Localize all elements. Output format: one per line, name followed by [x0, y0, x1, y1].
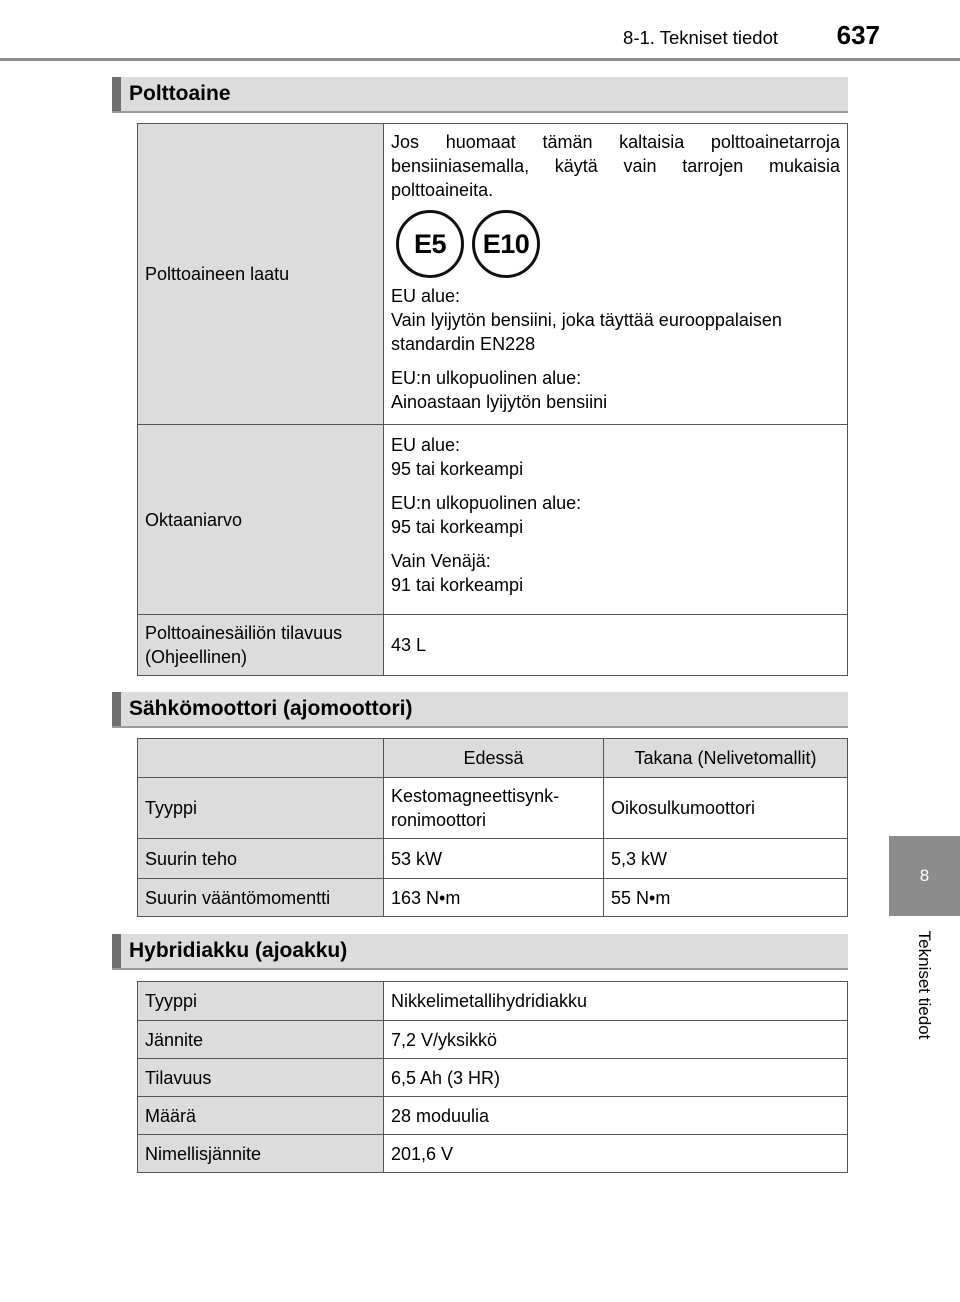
table-row	[138, 778, 848, 839]
cell-rear: 5,3 kW	[604, 839, 848, 879]
table-row	[138, 839, 848, 879]
header-rule	[0, 58, 960, 61]
table-row	[138, 615, 848, 676]
table-row	[138, 982, 848, 1021]
table-row	[138, 1021, 848, 1059]
cell-front	[384, 778, 604, 839]
fuel-quality-label: Polttoaineen laatu	[138, 124, 384, 425]
fuel-quality-cell	[384, 124, 848, 425]
row-label: Tyyppi	[138, 778, 384, 839]
section-heading-text: Sähkömoottori (ajomoottori)	[129, 697, 413, 720]
page-number: 637	[836, 20, 880, 50]
cell-rear: 55 N•m	[604, 879, 848, 917]
row-value: 6,5 Ah (3 HR)	[384, 1059, 848, 1097]
cell-front-line2: ronimoottori	[391, 810, 487, 830]
cell-front: 53 kW	[384, 839, 604, 879]
row-value: 28 moduulia	[384, 1097, 848, 1135]
octane-eu-value: 95 tai korkeampi	[391, 459, 524, 479]
row-label: Määrä	[138, 1097, 384, 1135]
chapter-tab-title: Tekniset tiedot	[915, 930, 934, 1040]
section-title: 8-1. Tekniset tiedot	[623, 27, 778, 48]
table-row	[138, 425, 848, 615]
tank-capacity-label	[138, 615, 384, 676]
cell-front: 163 N•m	[384, 879, 604, 917]
octane-label: Oktaaniarvo	[138, 425, 384, 615]
eu-area-title: EU alue:	[391, 286, 461, 306]
page-header	[0, 0, 960, 64]
e5-fuel-label-icon: E5	[396, 210, 464, 278]
heading-marker	[112, 77, 121, 111]
table-row	[138, 124, 848, 425]
cell-rear: Oikosulkumoottori	[604, 778, 848, 839]
column-header-empty	[138, 739, 384, 778]
row-label: Suurin teho	[138, 839, 384, 879]
section-heading-text: Hybridiakku (ajoakku)	[129, 939, 348, 962]
heading-marker	[112, 934, 121, 968]
e10-fuel-label-icon: E10	[472, 210, 540, 278]
section-heading-motor	[112, 692, 848, 726]
fuel-quality-intro: Jos huomaat tämän kaltaisia polttoainetarroja bensiiniasemalla, käytä vain tarrojen mukaisia polttoaineita.	[391, 132, 840, 200]
table-row	[138, 879, 848, 917]
table-row	[138, 1059, 848, 1097]
table-row	[138, 1097, 848, 1135]
battery-table	[137, 981, 848, 1173]
column-header-rear: Takana (Nelivetomallit)	[604, 739, 848, 778]
octane-non-eu-title: EU:n ulkopuolinen alue:	[391, 493, 582, 513]
row-label: Nimellisjännite	[138, 1135, 384, 1173]
eu-area-text: Vain lyijytön bensiini, joka täyttää eurooppalaisen standardin EN228	[391, 310, 782, 354]
tank-capacity-value: 43 L	[384, 615, 848, 676]
heading-marker	[112, 692, 121, 726]
section-heading-text: Polttoaine	[129, 82, 231, 105]
row-label: Tyyppi	[138, 982, 384, 1021]
table-row	[138, 1135, 848, 1173]
section-heading-fuel	[112, 77, 848, 111]
column-header-front: Edessä	[384, 739, 604, 778]
octane-russia-value: 91 tai korkeampi	[391, 575, 524, 595]
table-header-row	[138, 739, 848, 778]
octane-non-eu-value: 95 tai korkeampi	[391, 517, 524, 537]
section-heading-battery	[112, 934, 848, 968]
row-label: Jännite	[138, 1021, 384, 1059]
cell-front-line1: Kestomagneettisynk-	[391, 786, 560, 806]
tank-label-line1: Polttoainesäiliön tilavuus	[145, 623, 343, 643]
motor-table	[137, 738, 848, 917]
row-label: Suurin vääntömomentti	[138, 879, 384, 917]
non-eu-area-title: EU:n ulkopuolinen alue:	[391, 368, 582, 388]
fuel-table	[137, 123, 848, 676]
octane-eu-title: EU alue:	[391, 435, 461, 455]
octane-russia-title: Vain Venäjä:	[391, 551, 491, 571]
fuel-label-badges	[396, 210, 840, 278]
row-label: Tilavuus	[138, 1059, 384, 1097]
tank-label-line2: (Ohjeellinen)	[145, 647, 248, 667]
row-value: 7,2 V/yksikkö	[384, 1021, 848, 1059]
row-value: Nikkelimetallihydridiakku	[384, 982, 848, 1021]
row-value: 201,6 V	[384, 1135, 848, 1173]
octane-cell	[384, 425, 848, 615]
non-eu-area-text: Ainoastaan lyijytön bensiini	[391, 392, 608, 412]
chapter-tab-number: 8	[889, 836, 960, 916]
